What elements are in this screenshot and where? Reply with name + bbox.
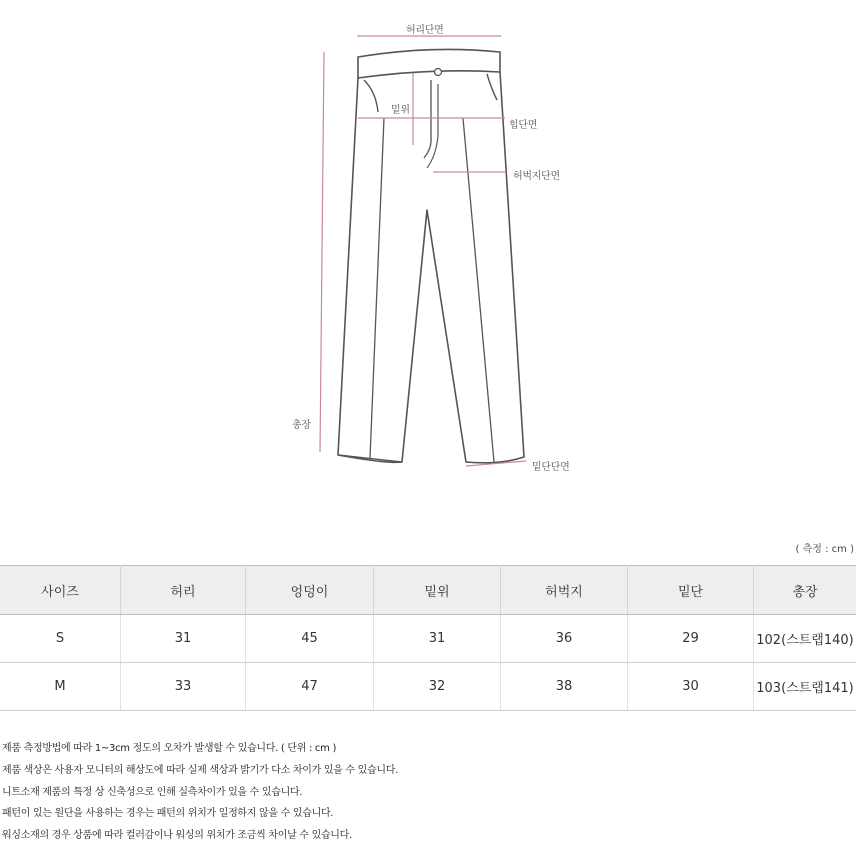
table-cell: 38 — [501, 663, 628, 711]
fly-stitch — [424, 80, 431, 158]
header-waist: 허리 — [121, 566, 246, 615]
table-cell: 36 — [501, 615, 628, 663]
header-rise: 밑위 — [374, 566, 501, 615]
right-pocket — [487, 74, 497, 100]
table-cell: 31 — [121, 615, 246, 663]
header-length: 총장 — [754, 566, 856, 615]
note-item: 니트소재 제품의 특정 상 신축성으로 인해 실측차이가 있을 수 있습니다. — [2, 786, 303, 798]
table-header-row — [0, 566, 856, 615]
table-cell: 103(스트랩141) — [754, 663, 856, 711]
table-cell: M — [0, 663, 121, 711]
note-item: 워싱소재의 경우 상품에 따라 컬러감이나 워싱의 위치가 조금씩 차이날 수 있습니다. — [2, 830, 352, 842]
table-cell: 32 — [374, 663, 501, 711]
table-row — [0, 663, 856, 711]
waist-label: 허리단면 — [406, 25, 444, 36]
table-cell: S — [0, 615, 121, 663]
hem-label: 밑단단면 — [532, 462, 570, 473]
notes-list — [2, 738, 398, 847]
header-size: 사이즈 — [0, 566, 121, 615]
note-item: 패턴이 있는 원단을 사용하는 경우는 패턴의 위치가 일정하지 않을 수 있습니다. — [2, 808, 334, 820]
table-cell: 33 — [121, 663, 246, 711]
unit-note: ( 측정 : cm ) — [795, 544, 854, 555]
length-label: 총장 — [292, 420, 311, 431]
thigh-label: 허벅지단면 — [513, 171, 560, 182]
table-cell: 47 — [246, 663, 374, 711]
waistband — [358, 49, 500, 78]
note-item: 제품 색상은 사용자 모니터의 해상도에 따라 실제 색상과 밝기가 다소 차이가 있을 수 있습니다. — [2, 764, 398, 776]
table-cell: 102(스트랩140) — [754, 615, 856, 663]
table-cell: 30 — [628, 663, 754, 711]
length-measure-line — [320, 52, 324, 452]
size-table — [0, 565, 856, 711]
right-crease — [463, 118, 494, 462]
left-crease — [370, 118, 384, 458]
button — [435, 69, 442, 76]
hip-label: 힙단면 — [509, 120, 538, 131]
left-pocket — [364, 80, 378, 112]
header-thigh: 허벅지 — [501, 566, 628, 615]
header-hem: 밑단 — [628, 566, 754, 615]
rise-label: 밑위 — [391, 105, 410, 116]
table-row — [0, 615, 856, 663]
fly-curve — [427, 84, 438, 168]
note-item: 제품 측정방법에 따라 1~3cm 정도의 오차가 발생할 수 있습니다. ( 단위 : cm ) — [2, 743, 337, 754]
header-hip: 엉덩이 — [246, 566, 374, 615]
table-cell: 29 — [628, 615, 754, 663]
table-cell: 45 — [246, 615, 374, 663]
table-cell: 31 — [374, 615, 501, 663]
